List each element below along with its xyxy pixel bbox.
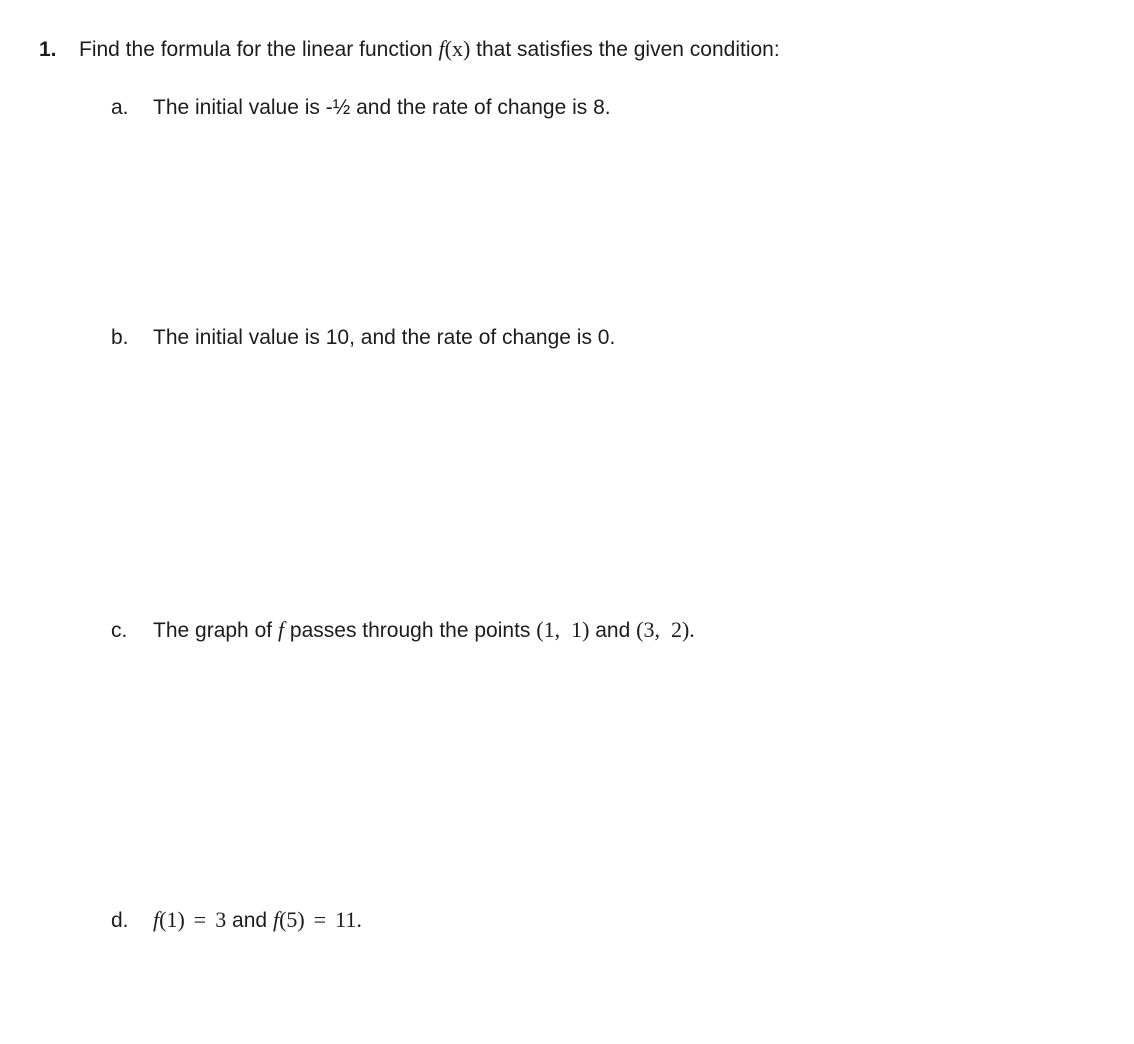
part-c-point-2: (3, 2). xyxy=(636,617,695,642)
question-prompt-start: Find the formula for the linear function xyxy=(79,38,433,61)
part-a xyxy=(111,94,611,122)
part-b-label: b. xyxy=(111,326,129,349)
part-d-f2-name: f xyxy=(272,907,280,932)
part-d-equals-2: = xyxy=(313,907,327,932)
function-argument: (x) xyxy=(444,36,471,61)
part-c-function-name: f xyxy=(277,617,285,642)
part-d-f1-name: f xyxy=(153,907,160,932)
function-notation xyxy=(439,36,471,61)
part-d-expression-2 xyxy=(273,907,362,932)
part-c xyxy=(111,616,695,645)
part-a-text: The initial value is -½ and the rate of change is 8. xyxy=(153,96,611,119)
part-c-text-middle: passes through the points xyxy=(289,619,531,642)
part-c-and: and xyxy=(595,619,631,642)
part-d-f2-arg: (5) xyxy=(279,907,305,932)
question-1 xyxy=(39,35,780,64)
part-a-label: a. xyxy=(111,96,129,119)
part-d-and: and xyxy=(232,909,268,932)
question-prompt-end: that satisfies the given condition: xyxy=(476,38,780,61)
part-d-value-1: 3 xyxy=(215,907,227,932)
part-c-label: c. xyxy=(111,619,128,642)
part-d-expression-1 xyxy=(153,907,226,932)
part-c-text-start: The graph of xyxy=(153,619,273,642)
part-c-point-1: (1, 1) xyxy=(536,617,590,642)
part-b-text: The initial value is 10, and the rate of change is 0. xyxy=(153,326,616,349)
question-number: 1. xyxy=(39,38,57,61)
part-d-f1-arg: (1) xyxy=(159,907,185,932)
part-d-equals-1: = xyxy=(193,907,207,932)
part-d-value-2: 11. xyxy=(335,907,362,932)
part-b xyxy=(111,324,615,352)
function-name: f xyxy=(438,36,445,61)
part-d xyxy=(111,906,362,935)
part-d-label: d. xyxy=(111,909,129,932)
